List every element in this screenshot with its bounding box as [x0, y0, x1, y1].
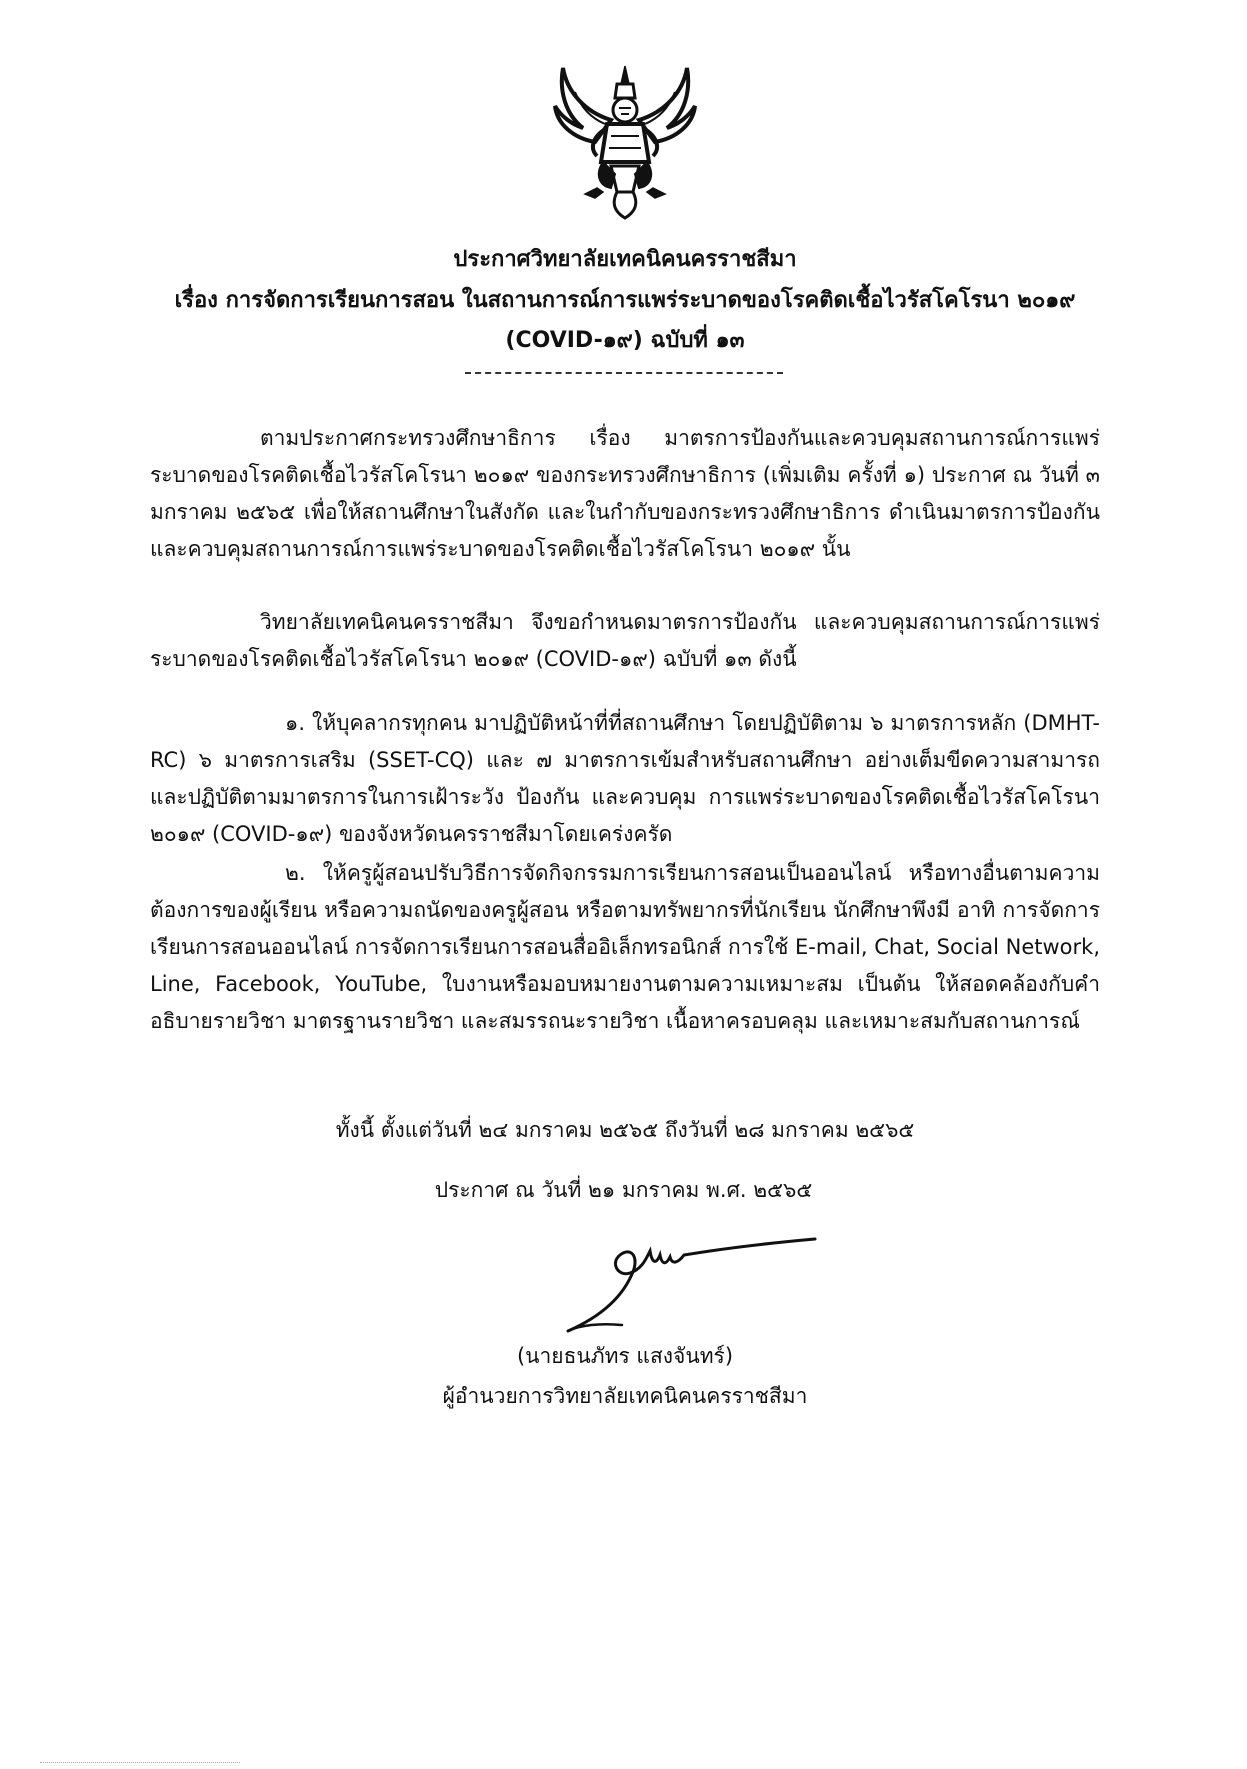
issued-date: ประกาศ ณ วันที่ ๒๑ มกราคม พ.ศ. ๒๕๖๕: [434, 1178, 813, 1202]
garuda-emblem-icon: [545, 62, 705, 222]
signer-name: (นายธนภัทร แสงจันทร์): [516, 1344, 734, 1368]
measure-item-2: ๒. ให้ครูผู้สอนปรับวิธีการจัดกิจกรรมการเรียนการสอนเป็นออนไลน์ หรือทางอื่นตามความต้องการของผู้เรียน หรือความถนัดของครูผู้สอน หรือตามทรัพยากรที่นักเรียน นักศึกษาพึงมี อาทิ การจัดการเรียนการสอนออนไลน์ การจัดการเรียนการสอนสื่ออิเล็กทรอนิกส์ การใช้ E-mail, Chat, Social Network, Line, Facebook, YouTube, ใบงานหรือมอบหมายงานตามความเหมาะสม เป็นต้น ให้สอดคล้องกับคำอธิบายรายวิชา มาตรฐานรายวิชา และสมรรถนะรายวิชา เนื้อหาครอบคลุม และเหมาะสมกับสถานการณ์: [150, 861, 1100, 1033]
scan-edge-mark: [40, 1756, 240, 1763]
measure-item-1: ๑. ให้บุคลากรทุกคน มาปฏิบัติหน้าที่ที่สถานศึกษา โดยปฏิบัติตาม ๖ มาตรการหลัก (DMHT-RC) ๖ มาตรการเสริม (SSET-CQ) และ ๗ มาตรการเข้มสำหรับสถานศึกษา อย่างเต็มขีดความสามารถ และปฏิบัติตามมาตรการในการเฝ้าระวัง ป้องกัน และควบคุม การแพร่ระบาดของโรคติดเชื้อไวรัสโคโรนา ๒๐๑๙ (COVID-๑๙) ของจังหวัดนครราชสีมาโดยเคร่งครัด: [150, 711, 1100, 846]
announcement-title: ประกาศวิทยาลัยเทคนิคนครราชสีมา: [453, 247, 797, 272]
effective-period: ทั้งนี้ ตั้งแต่วันที่ ๒๔ มกราคม ๒๕๖๕ ถึงวันที่ ๒๘ มกราคม ๒๕๖๕: [335, 1118, 915, 1142]
announcement-edition: (COVID-๑๙) ฉบับที่ ๑๓: [505, 328, 745, 353]
title-divider: [465, 372, 783, 374]
announcement-subject: เรื่อง การจัดการเรียนการสอน ในสถานการณ์การแพร่ระบาดของโรคติดเชื้อไวรัสโคโรนา ๒๐๑๙: [174, 288, 1076, 313]
body-paragraph-2: วิทยาลัยเทคนิคนครราชสีมา จึงขอกำหนดมาตรการป้องกัน และควบคุมสถานการณ์การแพร่ระบาดของโรคติดเชื้อไวรัสโคโรนา ๒๐๑๙ (COVID-๑๙) ฉบับที่ ๑๓ ดังนี้: [150, 610, 1100, 671]
body-paragraph-1: ตามประกาศกระทรวงศึกษาธิการ เรื่อง มาตรการป้องกันและควบคุมสถานการณ์การแพร่ระบาดของโรคติดเชื้อไวรัสโคโรนา ๒๐๑๙ ของกระทรวงศึกษาธิการ (เพิ่มเติม ครั้งที่ ๑) ประกาศ ณ วันที่ ๓ มกราคม ๒๕๖๕ เพื่อให้สถานศึกษาในสังกัด และในกำกับของกระทรวงศึกษาธิการ ดำเนินมาตรการป้องกัน และควบคุมสถานการณ์การแพร่ระบาดของโรคติดเชื้อไวรัสโคโรนา ๒๐๑๙ นั้น: [150, 426, 1100, 561]
signature-icon: [560, 1233, 820, 1343]
signer-title: ผู้อำนวยการวิทยาลัยเทคนิคนครราชสีมา: [442, 1384, 808, 1408]
